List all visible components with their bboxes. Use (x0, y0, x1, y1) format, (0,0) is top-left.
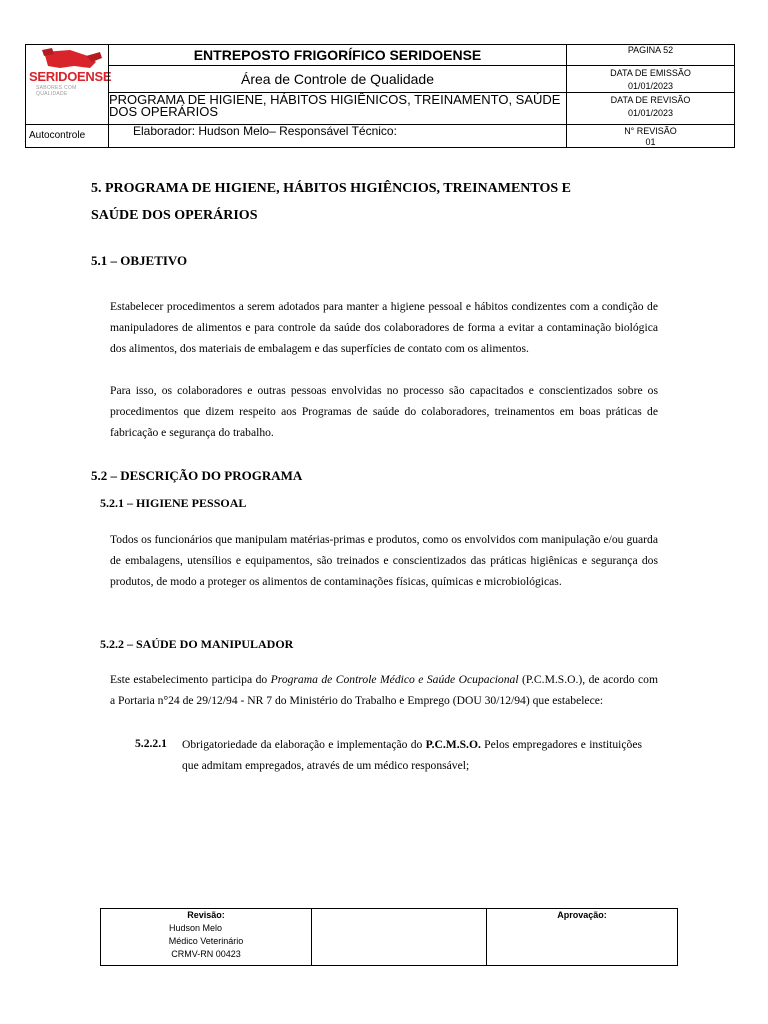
autocontrole-label: Autocontrole (25, 124, 109, 148)
document-footer (100, 908, 678, 966)
heading-descricao: 5.2 – DESCRIÇÃO DO PROGRAMA (91, 468, 303, 483)
page-number: PAGINA 52 (566, 44, 735, 66)
logo-cell (25, 44, 112, 125)
reviewer-registration: CRMV-RN 00423 (171, 949, 241, 959)
item-number: 5.2.2.1 (135, 737, 167, 750)
logo-slogan: SABORES COM QUALIDADE (36, 85, 77, 97)
heading-higiene-pessoal: 5.2.1 – HIGIENE PESSOAL (100, 496, 247, 510)
revision-number-label: N° REVISÃO (624, 126, 677, 136)
revision-cell (100, 908, 312, 966)
higiene-paragraph: Todos os funcionários que manipulam matérias-primas e produtos, como os envolvidos com manipulação e/ou guarda de embalagens, utensílios e equipamentos, são treinados e conscientizados das práticas higiênicas e segurança dos produtos, de modo a proteger os alimentos de contaminações físicas, químicas e microbiológicas. (110, 533, 658, 589)
revision-date: 01/01/2023 (627, 108, 674, 118)
item-text-bold: P.C.M.S.O. (425, 738, 481, 751)
revision-number-cell (566, 124, 735, 148)
approval-label: Aprovação: (557, 910, 607, 920)
saude-text-pre: Este estabelecimento participa do (110, 673, 271, 686)
item-text-post: Pelos empregadores e instituições que admitam empregados, através de um médico responsável; (182, 738, 643, 773)
item-text (182, 734, 642, 777)
revision-number: 01 (645, 137, 656, 147)
program-title: PROGRAMA DE HIGIENE, HÁBITOS HIGIÊNICOS, TREINAMENTO, SAÚDE DOS OPERÁRIOS (108, 92, 567, 125)
reviewer-role: Médico Veterinário (168, 936, 244, 946)
area-name: Área de Controle de Qualidade (108, 65, 567, 93)
logo-text: SERIDOENSE (29, 69, 112, 84)
section-title-line2: SAÚDE DOS OPERÁRIOS (91, 208, 258, 223)
elaborator-line: Elaborador: Hudson Melo– Responsável Técnico: (108, 124, 567, 148)
saude-text-italic: Programa de Controle Médico e Saúde Ocupacional (270, 673, 519, 686)
objetivo-paragraph-1: Estabelecer procedimentos a serem adotados para manter a higiene pessoal e hábitos condizentes com a condição de manipuladores de alimentos e para controle da saúde dos colaboradores de forma a evitar a contaminação biológica dos alimentos, dos materiais de embalagem e das superfícies de contato com os alimentos. (110, 300, 658, 356)
heading-objetivo: 5.1 – OBJETIVO (91, 253, 188, 268)
saude-paragraph (110, 669, 658, 711)
heading-saude-manipulador: 5.2.2 – SAÚDE DO MANIPULADOR (100, 637, 294, 651)
approval-cell (486, 908, 678, 966)
emission-date-cell (566, 65, 735, 93)
reviewer-name: Hudson Melo (169, 923, 223, 933)
objetivo-paragraph-2: Para isso, os colaboradores e outras pessoas envolvidas no processo são capacitados e conscientizados sobre os procedimentos que dizem respeito aos Programas de saúde do colaboradores, treinamentos em boas práticas de fabricação e segurança do trabalho. (110, 384, 658, 440)
emission-date: 01/01/2023 (627, 81, 674, 91)
revision-date-label: DATA DE REVISÃO (610, 95, 691, 105)
saude-text-post: (P.C.M.S.O.), de acordo com a Portaria n°24 de 29/12/94 - NR 7 do Ministério do Trabalho e Emprego (DOU 30/12/94) que estabelece: (110, 673, 658, 708)
revision-date-cell (566, 92, 735, 125)
blank-cell (311, 908, 487, 966)
revision-label: Revisão: (187, 910, 225, 920)
item-text-pre: Obrigatoriedade da elaboração e implementação do (182, 738, 426, 751)
company-name: ENTREPOSTO FRIGORÍFICO SERIDOENSE (108, 44, 567, 66)
emission-label: DATA DE EMISSÃO (610, 68, 691, 78)
document-header (25, 44, 735, 148)
section-title-line1: 5. PROGRAMA DE HIGIENE, HÁBITOS HIGIÊNCIOS, TREINAMENTOS E (91, 181, 571, 196)
